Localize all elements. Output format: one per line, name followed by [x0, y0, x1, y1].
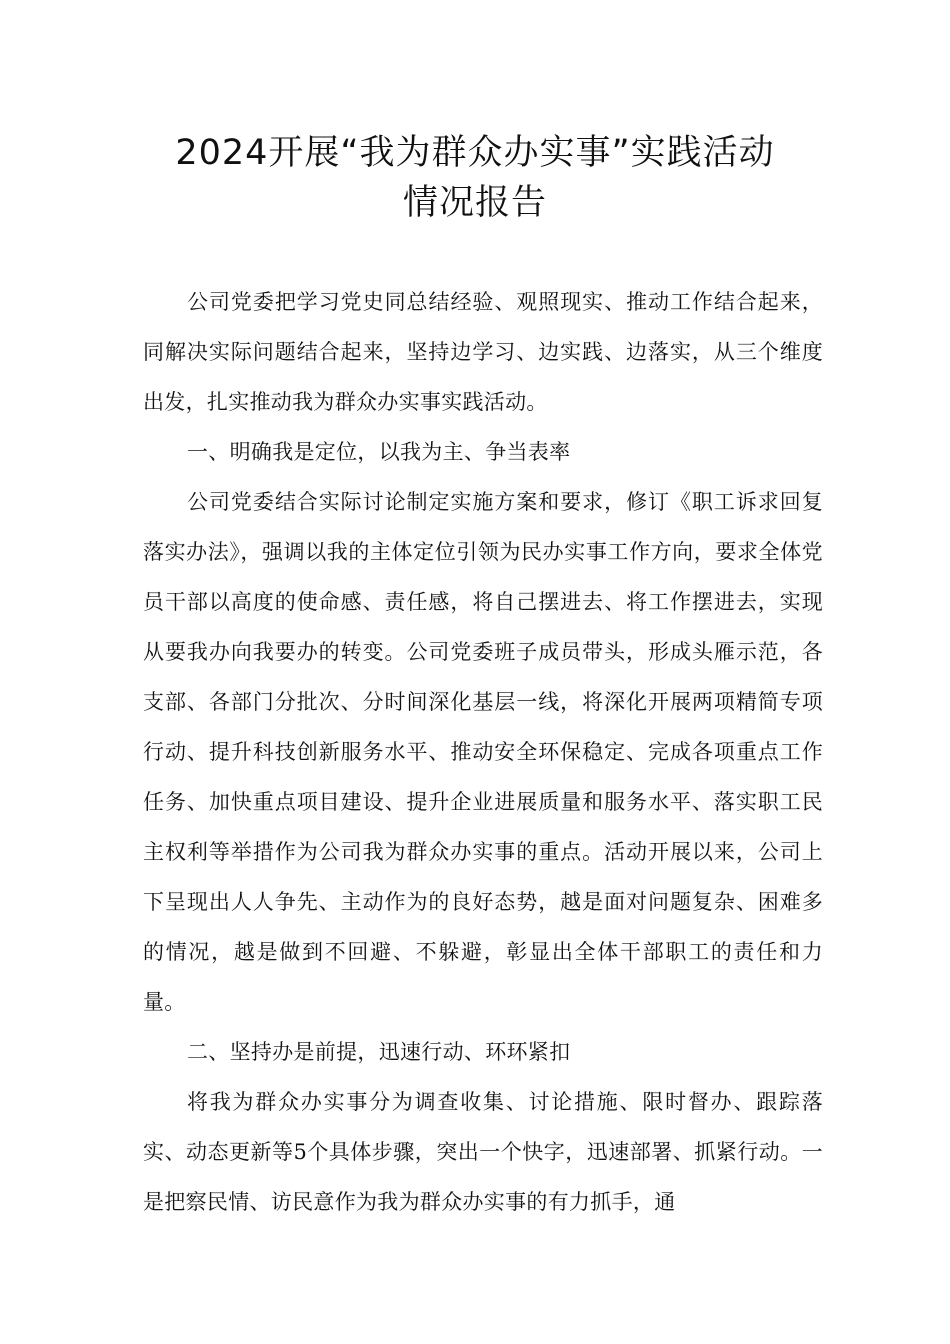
document-body [143, 277, 823, 1227]
section-1-paragraph: 公司党委结合实际讨论制定实施方案和要求，修订《职工诉求回复落实办法》，强调以我的主体定位引领为民办实事工作方向，要求全体党员干部以高度的使命感、责任感，将自己摆进去、将工作摆进去，实现从要我办向我要办的转变。公司党委班子成员带头，形成头雁示范，各支部、各部门分批次、分时间深化基层一线，将深化开展两项精简专项行动、提升科技创新服务水平、推动安全环保稳定、完成各项重点工作任务、加快重点项目建设、提升企业进展质量和服务水平、落实职工民主权利等举措作为公司我为群众办实事的重点。活动开展以来，公司上下呈现出人人争先、主动作为的良好态势，越是面对问题复杂、困难多的情况，越是做到不回避、不躲避，彰显出全体干部职工的责任和力量。 [143, 490, 823, 1014]
title-line-2: 情况报告 [402, 183, 547, 223]
intro-paragraph: 公司党委把学习党史同总结经验、观照现实、推动工作结合起来，同解决实际问题结合起来，坚持边学习、边实践、边落实，从三个维度出发，扎实推动我为群众办实事实践活动。 [143, 290, 823, 414]
section-heading-1: 一、明确我是定位，以我为主、争当表率 [187, 440, 571, 464]
document-title [60, 128, 890, 228]
section-2-paragraph: 将我为群众办实事分为调查收集、讨论措施、限时督办、跟踪落实、动态更新等5个具体步骤，突出一个快字，迅速部署、抓紧行动。一是把察民情、访民意作为我为群众办实事的有力抓手，通 [143, 1090, 823, 1214]
title-line-1: 2024开展“我为群众办实事”实践活动 [175, 133, 775, 173]
section-heading-2: 二、坚持办是前提，迅速行动、环环紧扣 [187, 1040, 571, 1064]
